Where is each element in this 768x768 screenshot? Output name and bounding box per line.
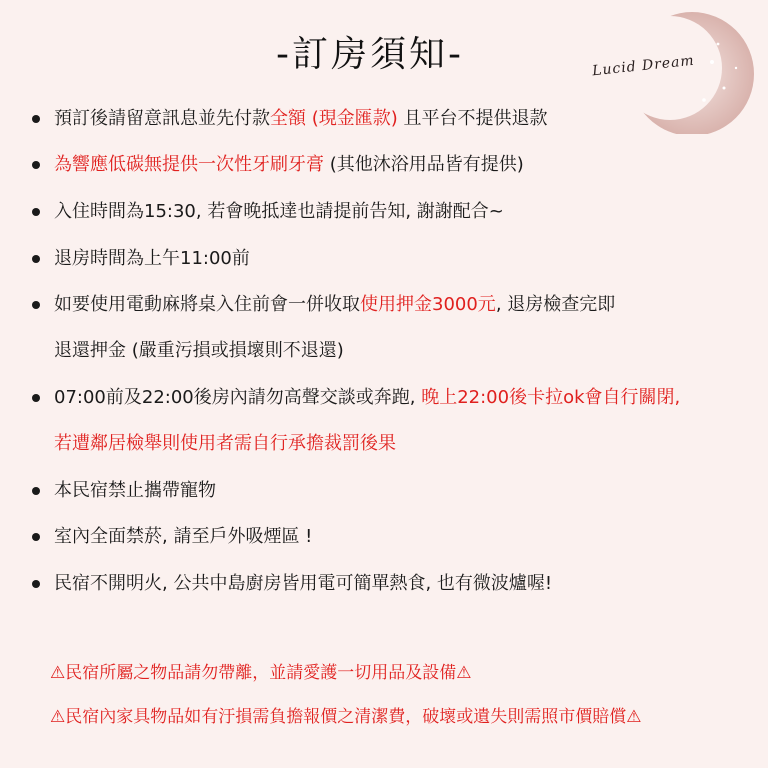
bullet-icon [32,255,40,263]
rule-item: 07:00前及22:00後房內請勿高聲交談或奔跑, 晚上22:00後卡拉ok會自行關閉, [54,387,681,408]
warning-notice: ⚠民宿所屬之物品請勿帶離，並請愛護一切用品及設備⚠ [50,663,472,683]
bullet-icon [32,161,40,169]
logo-text: Lucid Dream [591,52,696,80]
bullet-icon [32,115,40,123]
bullet-icon [32,487,40,495]
bullet-icon [32,208,40,216]
rule-item: 民宿不開明火, 公共中島廚房皆用電可簡單熱食, 也有微波爐喔! [54,573,553,594]
bullet-icon [32,301,40,309]
warning-notice: ⚠民宿內家具物品如有汙損需負擔報價之清潔費，破壞或遺失則需照市價賠償⚠ [50,707,642,727]
rule-item: 如要使用電動麻將桌入住前會一併收取使用押金3000元, 退房檢查完即 [54,294,616,315]
rule-item: 為響應低碳無提供一次性牙刷牙膏 (其他沐浴用品皆有提供) [54,154,524,175]
bullet-icon [32,533,40,541]
rule-item-continued: 若遭鄰居檢舉則使用者需自行承擔裁罰後果 [54,433,396,454]
rule-item: 退房時間為上午11:00前 [54,248,250,269]
bullet-icon [32,580,40,588]
page-title: -訂房須知- [276,34,464,75]
rule-item: 入住時間為15:30, 若會晚抵達也請提前告知, 謝謝配合~ [54,201,504,222]
rule-item-continued: 退還押金 (嚴重污損或損壞則不退還) [54,340,344,361]
bullet-icon [32,394,40,402]
rule-item: 預訂後請留意訊息並先付款全額 (現金匯款) 且平台不提供退款 [54,108,548,129]
rule-item: 本民宿禁止攜帶寵物 [54,480,216,501]
rule-item: 室內全面禁菸, 請至戶外吸煙區 ! [54,526,313,547]
